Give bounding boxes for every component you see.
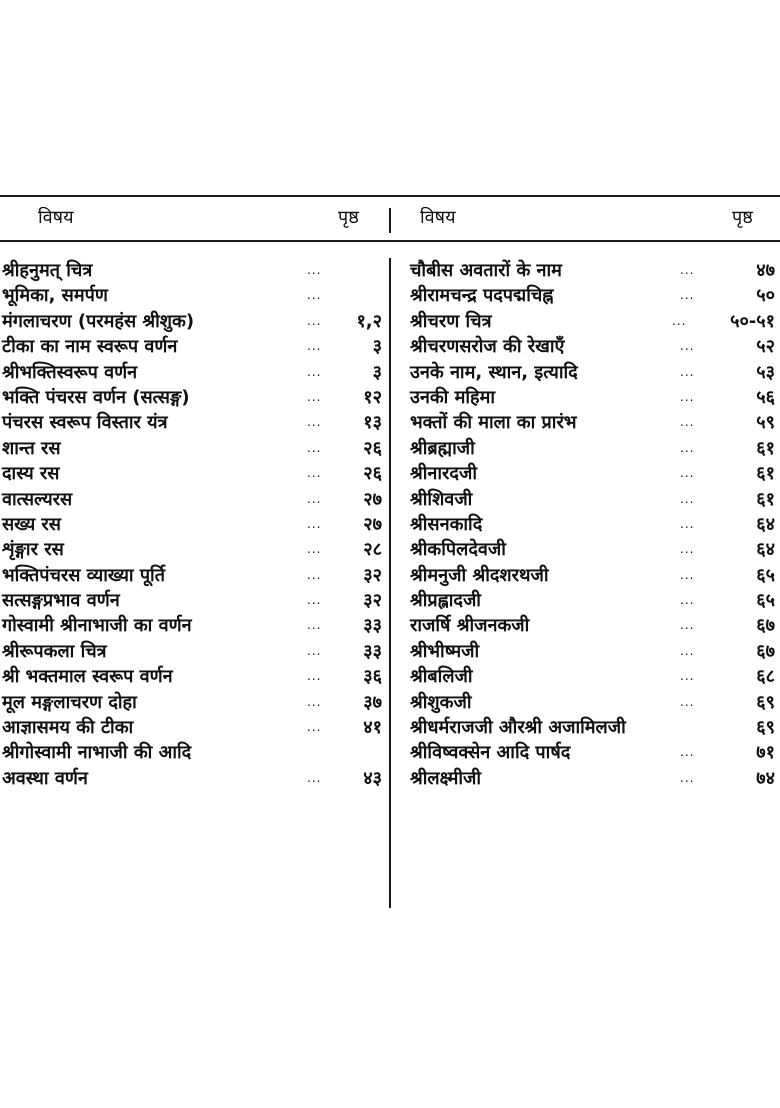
toc-entry	[410, 334, 775, 359]
entry-title: भक्तिपंचरस व्याख्या पूर्ति	[2, 564, 165, 586]
leader-dots: ...	[307, 643, 322, 658]
toc-entry	[410, 283, 775, 308]
entry-title: दास्य रस	[2, 463, 60, 485]
toc-entry	[410, 563, 775, 588]
page-number: ६४	[756, 539, 775, 561]
toc-entry	[2, 715, 382, 740]
leader-dots: ...	[680, 745, 695, 760]
entry-title: श्रीप्रह्लादजी	[410, 590, 481, 612]
page-number: ३२	[363, 590, 382, 612]
leader-dots: ...	[307, 288, 322, 303]
leader-dots: ...	[307, 491, 322, 506]
leader-dots: ...	[307, 440, 322, 455]
entry-title: मंगलाचरण (परमहंस श्रीशुक)	[2, 310, 195, 332]
entry-title: सख्य रस	[2, 513, 61, 535]
left-subject-header: विषय	[38, 207, 74, 228]
leader-dots: ...	[307, 770, 322, 785]
toc-entry	[2, 563, 382, 588]
page-number: ६८	[756, 666, 775, 688]
page-number: २८	[363, 539, 382, 561]
entry-title: भक्ति पंचरस वर्णन (सत्सङ्ग)	[2, 386, 190, 408]
entry-title: गोस्वामी श्रीनाभाजी का वर्णन	[2, 615, 192, 637]
toc-entry	[2, 740, 382, 765]
leader-dots: ...	[307, 263, 322, 277]
toc-entry	[410, 512, 775, 537]
entry-title: राजर्षि श्रीजनकजी	[410, 615, 530, 637]
entry-title: वात्सल्यरस	[2, 488, 73, 510]
page-number: ५०	[756, 285, 775, 307]
leader-dots: ...	[307, 720, 322, 735]
entry-title: श्रीब्रह्माजी	[410, 437, 475, 459]
leader-dots: ...	[680, 643, 695, 658]
toc-entry	[2, 410, 382, 435]
toc-entry	[410, 715, 775, 740]
column-divider	[389, 258, 391, 908]
toc-entry	[410, 461, 775, 486]
toc-entry	[2, 766, 382, 791]
page-number: ५६	[756, 386, 775, 408]
leader-dots: ...	[307, 339, 322, 354]
page-number: ७४	[756, 767, 775, 789]
page-number: ३६	[363, 666, 382, 688]
entry-title: चौबीस अवतारों के नाम	[410, 260, 562, 281]
entry-title: श्रीभीष्मजी	[410, 640, 480, 662]
toc-entry	[410, 258, 775, 283]
page-number: ५०-५१	[730, 310, 775, 332]
page-number: ३	[372, 336, 382, 358]
leader-dots: ...	[680, 770, 695, 785]
toc-entry	[410, 537, 775, 562]
toc-entry	[2, 613, 382, 638]
entry-title: टीका का नाम स्वरूप वर्णन	[2, 336, 178, 358]
page-number: ६७	[756, 615, 775, 637]
entry-title: उनके नाम, स्थान, इत्यादि	[410, 361, 578, 383]
toc-entry	[410, 588, 775, 613]
toc-entry	[2, 334, 382, 359]
entry-title: श्रीसनकादि	[410, 513, 483, 535]
toc-entry	[2, 436, 382, 461]
toc-entry	[2, 385, 382, 410]
toc-entry	[2, 360, 382, 385]
entry-title: भक्तों की माला का प्रारंभ	[410, 412, 577, 434]
page-number: ६१	[756, 463, 775, 485]
right-page-header: पृष्ठ	[732, 207, 753, 228]
header-rule	[0, 240, 780, 242]
leader-dots: ...	[307, 516, 322, 531]
toc-entry	[2, 258, 382, 283]
toc-entry	[410, 309, 775, 334]
page-number: ६१	[756, 437, 775, 459]
entry-title: अवस्था वर्णन	[2, 767, 88, 789]
leader-dots: ...	[680, 618, 695, 633]
toc-entry	[410, 690, 775, 715]
leader-dots: ...	[680, 440, 695, 455]
page-number: ६५	[756, 590, 775, 612]
toc-entry	[2, 487, 382, 512]
leader-dots: ...	[307, 313, 322, 328]
page-number: ६९	[756, 691, 775, 713]
entry-title: श्रीचरणसरोज की रेखाएँ	[410, 336, 565, 358]
leader-dots: ...	[307, 567, 322, 582]
toc-entry	[410, 766, 775, 791]
leader-dots: ...	[680, 466, 695, 481]
toc-entry	[410, 487, 775, 512]
entry-title: उनकी महिमा	[410, 386, 496, 408]
leader-dots: ...	[680, 263, 695, 277]
page-number: ५९	[756, 412, 775, 434]
toc-entry	[410, 613, 775, 638]
leader-dots: ...	[680, 567, 695, 582]
entry-title: श्रीरामचन्द्र पदपद्मचिह्न	[410, 285, 554, 307]
leader-dots: ...	[680, 694, 695, 709]
leader-dots: ...	[680, 516, 695, 531]
leader-dots: ...	[680, 491, 695, 506]
toc-entry	[2, 537, 382, 562]
toc-entry	[410, 410, 775, 435]
leader-dots: ...	[307, 618, 322, 633]
page-number: ५२	[756, 336, 775, 358]
entry-title: आज्ञासमय की टीका	[2, 717, 134, 739]
page-number: ५३	[756, 361, 775, 383]
entry-title: सत्सङ्गप्रभाव वर्णन	[2, 590, 120, 612]
page-number: ३७	[363, 691, 382, 713]
toc-entry	[2, 690, 382, 715]
entry-title: श्रीकपिलदेवजी	[410, 539, 506, 561]
leader-dots: ...	[307, 669, 322, 684]
toc-entry	[410, 385, 775, 410]
toc-entry	[2, 283, 382, 308]
entry-title: श्रीशुकजी	[410, 691, 472, 713]
leader-dots: ...	[307, 364, 322, 379]
page-number: ३	[372, 361, 382, 383]
entry-title: श्रीरूपकला चित्र	[2, 640, 107, 662]
page-number: ४१	[363, 717, 382, 739]
toc-entry	[410, 664, 775, 689]
leader-dots: ...	[680, 339, 695, 354]
entry-title: श्रीगोस्वामी नाभाजी की आदि	[2, 742, 192, 764]
page-number: ७१	[756, 742, 775, 764]
leader-dots: ...	[680, 389, 695, 404]
page-number: ६५	[756, 564, 775, 586]
toc-entry	[2, 588, 382, 613]
toc-entry	[410, 360, 775, 385]
leader-dots: ...	[307, 694, 322, 709]
entry-title: शृंङ्गार रस	[2, 539, 64, 561]
entry-title: भूमिका, समर्पण	[2, 285, 108, 307]
header-column-divider	[389, 208, 391, 233]
toc-entry	[410, 436, 775, 461]
entry-title: श्री भक्तमाल स्वरूप वर्णन	[2, 666, 173, 688]
page-number: १२	[363, 386, 382, 408]
entry-title: मूल मङ्गलाचरण दोहा	[2, 691, 137, 713]
right-subject-header: विषय	[420, 207, 456, 228]
entry-title: श्रीबलिजी	[410, 666, 473, 688]
top-rule	[0, 195, 780, 197]
entry-title: श्रीहनुमत् चित्र	[2, 260, 93, 281]
toc-entry	[2, 461, 382, 486]
leader-dots: ...	[680, 415, 695, 430]
left-page-header: पृष्ठ	[338, 207, 359, 228]
entry-title: पंचरस स्वरूप विस्तार यंत्र	[2, 412, 168, 434]
entry-title: श्रीभक्तिस्वरूप वर्णन	[2, 361, 138, 383]
page-number: १,२	[356, 310, 382, 332]
entry-title: शान्त रस	[2, 437, 61, 459]
leader-dots: ...	[307, 415, 322, 430]
left-column	[2, 258, 382, 791]
entry-title: श्रीधर्मराजजी औरश्री अजामिलजी	[410, 717, 626, 739]
leader-dots: ...	[680, 669, 695, 684]
entry-title: श्रीलक्ष्मीजी	[410, 767, 482, 789]
page-number: २७	[363, 488, 382, 510]
toc-entry	[2, 639, 382, 664]
page-number: ६४	[756, 513, 775, 535]
toc-entry	[2, 309, 382, 334]
page-number: ३२	[363, 564, 382, 586]
toc-entry	[410, 639, 775, 664]
leader-dots: ...	[680, 288, 695, 303]
page-number: ४३	[363, 767, 382, 789]
page-number: ६९	[756, 717, 775, 739]
leader-dots: ...	[307, 389, 322, 404]
page-number: ३३	[363, 615, 382, 637]
leader-dots: ...	[307, 466, 322, 481]
entry-title: श्रीनारदजी	[410, 463, 477, 485]
leader-dots: ...	[672, 313, 687, 328]
leader-dots: ...	[680, 593, 695, 608]
page-number: २६	[363, 463, 382, 485]
entry-title: श्रीचरण चित्र	[410, 310, 492, 332]
page-number: ३३	[363, 640, 382, 662]
page-number: २७	[363, 513, 382, 535]
page-number: २६	[363, 437, 382, 459]
page-number: ६७	[756, 640, 775, 662]
leader-dots: ...	[307, 542, 322, 557]
entry-title: श्रीविष्वक्सेन आदि पार्षद	[410, 742, 571, 764]
right-column	[410, 258, 775, 791]
entry-title: श्रीमनुजी श्रीदशरथजी	[410, 564, 549, 586]
leader-dots: ...	[680, 364, 695, 379]
entry-title: श्रीशिवजी	[410, 488, 473, 510]
page-number: १३	[363, 412, 382, 434]
page-number: ६१	[756, 488, 775, 510]
page-number: ४७	[756, 260, 775, 281]
toc-entry	[410, 740, 775, 765]
toc-entry	[2, 512, 382, 537]
leader-dots: ...	[307, 593, 322, 608]
leader-dots: ...	[680, 542, 695, 557]
toc-entry	[2, 664, 382, 689]
